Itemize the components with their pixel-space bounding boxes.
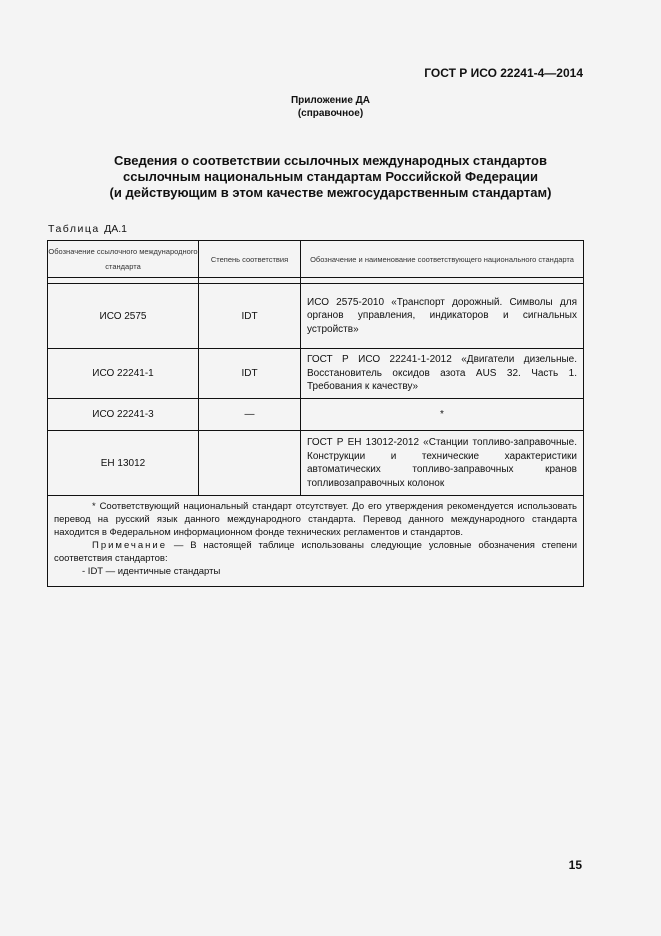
table-label-number: ДА.1 xyxy=(104,223,127,235)
cell-ref: ИСО 22241-3 xyxy=(48,399,199,431)
table-row xyxy=(48,431,584,496)
footnote-row xyxy=(48,496,584,587)
cell-national: * xyxy=(301,399,584,431)
cell-national: ИСО 2575-2010 «Транспорт дорожный. Символы для органов управления, индикаторов и сигнальных устройств» xyxy=(301,284,584,349)
annex-type: (справочное) xyxy=(297,108,364,119)
cell-degree xyxy=(199,431,301,496)
cell-national: ГОСТ Р ИСО 22241-1-2012 «Двигатели дизельные. Восстановитель оксидов азота AUS 32. Часть 1. Требования к качеству» xyxy=(301,349,584,399)
cell-degree: IDT xyxy=(199,349,301,399)
annex-heading xyxy=(0,94,661,120)
cell-degree: — xyxy=(199,399,301,431)
annex-title: Приложение ДА xyxy=(290,95,371,106)
table-row xyxy=(48,399,584,431)
table-footnote xyxy=(48,496,584,587)
cell-ref: ЕН 13012 xyxy=(48,431,199,496)
correspondence-table xyxy=(47,240,584,587)
section-title xyxy=(48,153,613,201)
note-label: Примечание xyxy=(92,540,167,551)
cell-degree: IDT xyxy=(199,284,301,349)
table-row xyxy=(48,284,584,349)
table-label xyxy=(48,223,127,235)
footnote-text: * Соответствующий национальный стандарт отсутствует. До его утверждения рекомендуется использовать перевод на русский язык данного международного стандарта. Перевод данного международного стандарта находится в Федеральном информационном фонде технических регламентов и стандартов. xyxy=(54,501,577,538)
table-row xyxy=(48,349,584,399)
title-line-2: ссылочным национальным стандартам Российской Федерации xyxy=(123,169,538,184)
note-text: — В настоящей таблице использованы следующие условные обозначения степени соответствия стандартов: xyxy=(54,540,578,564)
cell-ref: ИСО 22241-1 xyxy=(48,349,199,399)
header-degree: Степень соответствия xyxy=(199,241,301,278)
title-line-1: Сведения о соответствии ссылочных международных стандартов xyxy=(114,153,547,168)
legend-item: - IDT — идентичные стандарты xyxy=(82,566,221,577)
cell-ref: ИСО 2575 xyxy=(48,284,199,349)
title-line-3: (и действующим в этом качестве межгосударственным стандартам) xyxy=(109,185,552,200)
cell-national: ГОСТ Р ЕН 13012-2012 «Станции топливо-заправочные. Конструкции и технические характеристики автоматических топливо-заправочных кранов топливозаправочных колонок xyxy=(301,431,584,496)
table-label-word: Таблица xyxy=(48,223,100,235)
header-ref-standard: Обозначение ссылочного международного стандарта xyxy=(48,241,199,278)
table-header-row xyxy=(48,241,584,278)
document-code: ГОСТ Р ИСО 22241-4—2014 xyxy=(424,66,583,80)
page-number: 15 xyxy=(568,858,582,872)
table-note xyxy=(54,539,577,565)
header-national-standard: Обозначение и наименование соответствующего национального стандарта xyxy=(301,241,584,278)
